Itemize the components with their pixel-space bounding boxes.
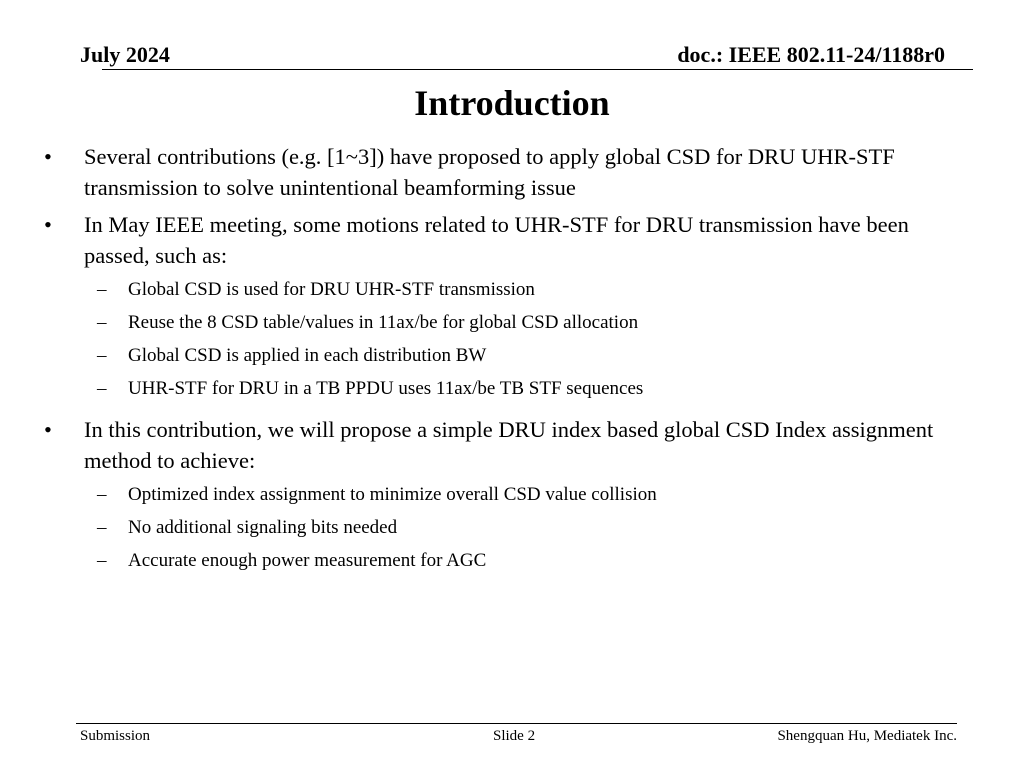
sub-bullet-marker: – — [97, 279, 107, 300]
sub-bullet-text: Accurate enough power measurement for AGC — [128, 550, 487, 571]
sub-bullet-marker: – — [97, 550, 107, 571]
sub-bullet-item — [44, 482, 979, 508]
sub-bullet-marker: – — [97, 517, 107, 538]
sub-bullet-text: No additional signaling bits needed — [128, 517, 398, 538]
bullet-text: In this contribution, we will propose a simple DRU index based global CSD Index assignment method to achieve: — [84, 417, 934, 473]
footer-submission: Submission — [80, 728, 151, 744]
sub-bullet-text: UHR-STF for DRU in a TB PPDU uses 11ax/be TB STF sequences — [128, 378, 644, 399]
sub-bullet-item — [44, 376, 979, 402]
sub-bullet-text: Global CSD is used for DRU UHR-STF transmission — [128, 279, 535, 300]
bullet-marker: • — [44, 212, 52, 237]
bullet-text: In May IEEE meeting, some motions related to UHR-STF for DRU transmission have been passed, such as: — [84, 212, 909, 268]
sub-bullet-item — [44, 515, 979, 541]
sub-bullet-item — [44, 548, 979, 574]
bullet-marker: • — [44, 417, 52, 442]
sub-bullet-marker: – — [97, 484, 107, 505]
header-doc-id: doc.: IEEE 802.11-24/1188r0 — [677, 42, 945, 67]
bullet-item — [44, 414, 979, 476]
sub-bullet-text: Optimized index assignment to minimize overall CSD value collision — [128, 484, 657, 505]
bullet-text: Several contributions (e.g. [1~3]) have proposed to apply global CSD for DRU UHR-STF transmission to solve unintentional beamforming issue — [84, 144, 895, 200]
bullet-item — [44, 141, 979, 203]
bullet-marker: • — [44, 144, 52, 169]
sub-bullet-marker: – — [97, 312, 107, 333]
footer-slide-number: Slide 2 — [493, 728, 536, 744]
sub-bullet-text: Global CSD is applied in each distribution BW — [128, 345, 487, 366]
sub-bullet-item — [44, 310, 979, 336]
header-date: July 2024 — [80, 42, 170, 67]
header-divider — [102, 69, 973, 70]
slide-title: Introduction — [414, 83, 610, 123]
sub-bullet-marker: – — [97, 345, 107, 366]
sub-bullet-text: Reuse the 8 CSD table/values in 11ax/be for global CSD allocation — [128, 312, 639, 333]
footer-divider — [76, 723, 957, 724]
footer-author: Shengquan Hu, Mediatek Inc. — [777, 728, 957, 744]
slide-content — [44, 141, 979, 581]
sub-bullet-item — [44, 277, 979, 303]
bullet-item — [44, 209, 979, 271]
sub-bullet-item — [44, 343, 979, 369]
sub-bullet-marker: – — [97, 378, 107, 399]
